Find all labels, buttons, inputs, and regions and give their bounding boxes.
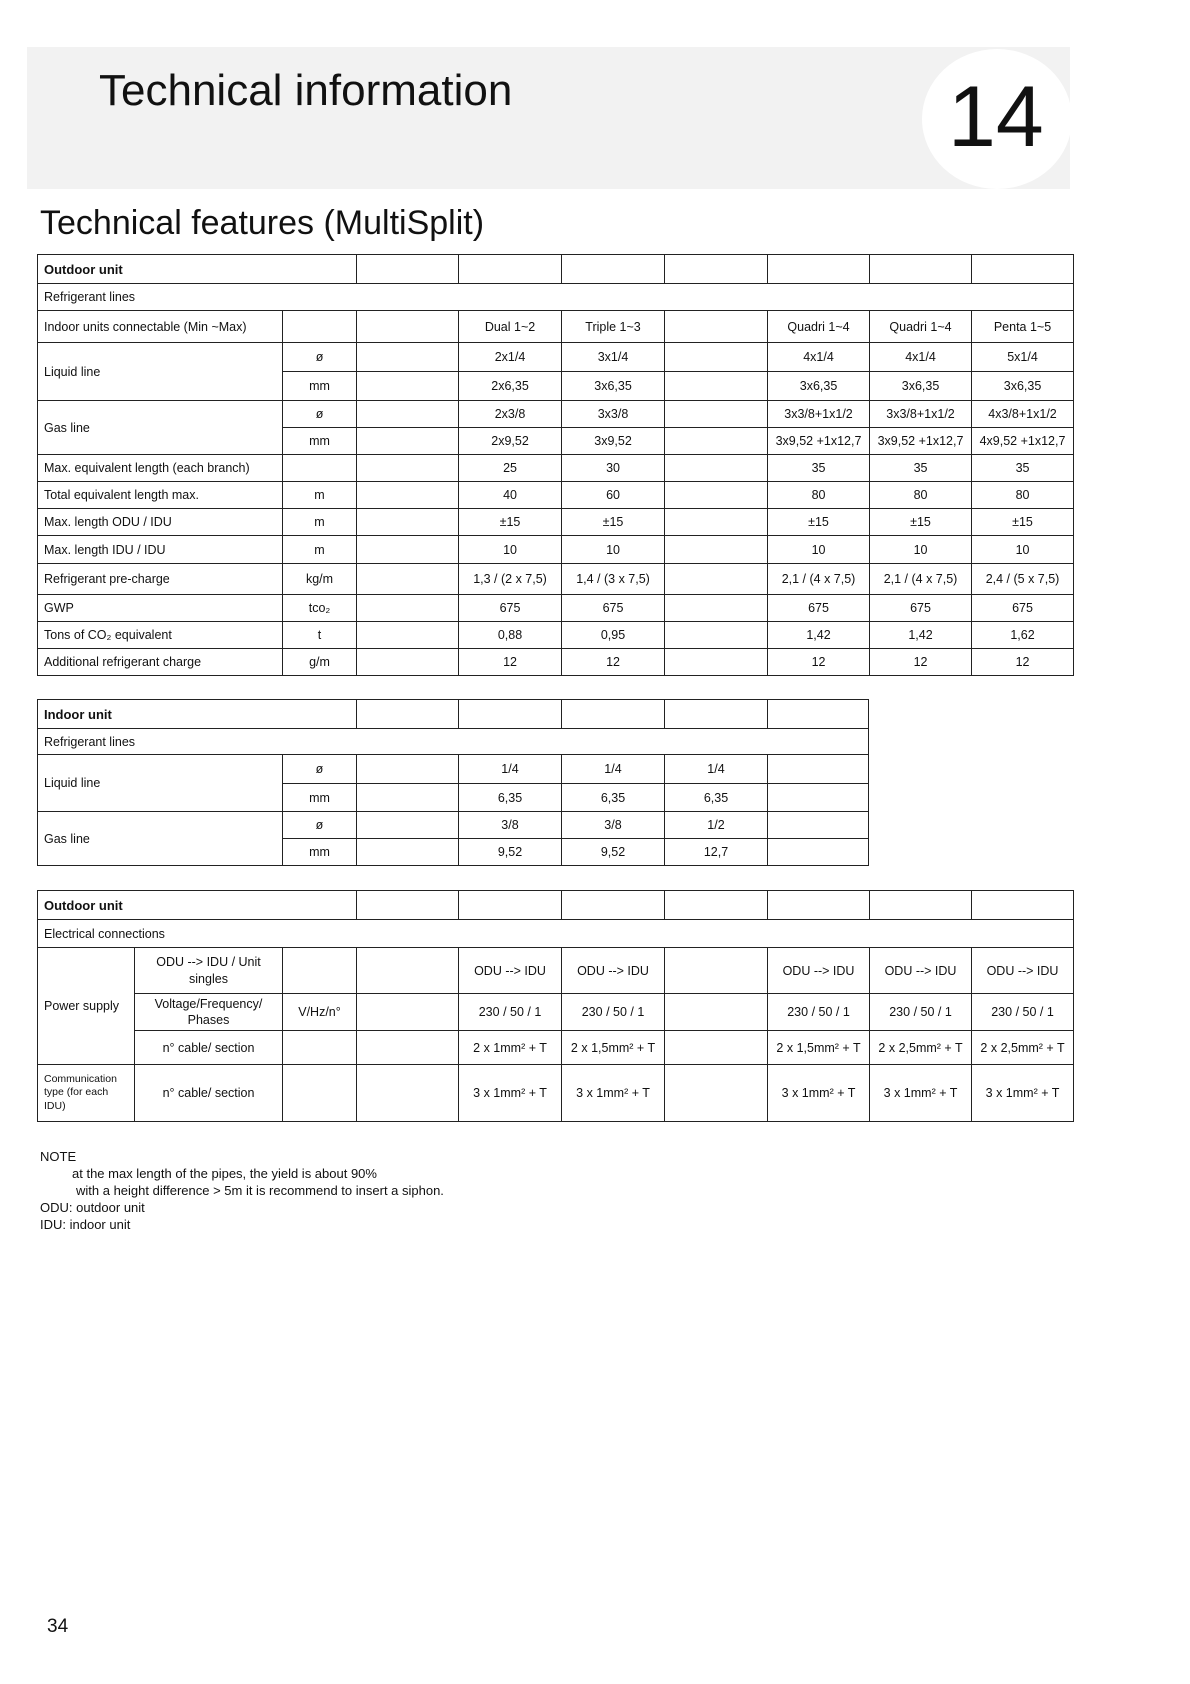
table-cell: 3 x 1mm² + T (768, 1065, 870, 1122)
table-cell: 10 (870, 536, 972, 564)
table-cell: 3x1/4 (562, 343, 665, 372)
table-cell: 2,1 / (4 x 7,5) (768, 564, 870, 595)
table-row (38, 509, 1074, 536)
table-cell: 6,35 (562, 784, 665, 812)
table-cell (665, 509, 768, 536)
table-cell: ±15 (768, 509, 870, 536)
table-cell: 1/4 (562, 755, 665, 784)
table-row (38, 1065, 1074, 1122)
row-label: Indoor units connectable (Min ~Max) (38, 311, 283, 343)
notes-block (40, 1148, 444, 1233)
unit-cell: tco₂ (283, 595, 357, 622)
unit-cell: m (283, 482, 357, 509)
table-cell (665, 343, 768, 372)
table-cell: 1/4 (665, 755, 768, 784)
table-cell: 40 (459, 482, 562, 509)
note-line: with a height difference > 5m it is recommend to insert a siphon. (76, 1183, 444, 1198)
table-heading: Outdoor unit (38, 891, 357, 920)
unit-cell: ø (283, 343, 357, 372)
table-row (38, 948, 1074, 994)
table-row (38, 622, 1074, 649)
table-cell: 10 (459, 536, 562, 564)
table-cell: 6,35 (459, 784, 562, 812)
table-cell: 1,62 (972, 622, 1074, 649)
table-cell: 10 (562, 536, 665, 564)
table-cell (665, 1031, 768, 1065)
table-subheading: Refrigerant lines (38, 284, 1074, 311)
table-cell (768, 784, 869, 812)
table-cell: 4x1/4 (870, 343, 972, 372)
table-cell: 3/8 (459, 812, 562, 839)
table-cell (665, 455, 768, 482)
table-cell (768, 812, 869, 839)
table-cell: ODU --> IDU (870, 948, 972, 994)
table-cell: 25 (459, 455, 562, 482)
table-cell: 4x3/8+1x1/2 (972, 401, 1074, 428)
unit-cell: m (283, 536, 357, 564)
communication-label: Communication (44, 1072, 117, 1085)
table-cell: 230 / 50 / 1 (459, 994, 562, 1031)
table-cell: 675 (768, 595, 870, 622)
table-cell: 3x6,35 (870, 372, 972, 401)
table-cell: 3x6,35 (562, 372, 665, 401)
table-heading: Outdoor unit (38, 255, 357, 284)
row-label: Liquid line (38, 343, 283, 401)
table-cell: 1,42 (870, 622, 972, 649)
table-cell: ODU --> IDU (768, 948, 870, 994)
unit-cell: mm (283, 784, 357, 812)
row-label: Refrigerant pre-charge (38, 564, 283, 595)
table-heading: Indoor unit (38, 700, 357, 729)
table-row (38, 729, 869, 755)
unit-cell: ø (283, 401, 357, 428)
table-cell: 3x9,52 +1x12,7 (870, 428, 972, 455)
row-label: GWP (38, 595, 283, 622)
table-cell: 675 (870, 595, 972, 622)
table-cell: 230 / 50 / 1 (972, 994, 1074, 1031)
table-cell: 4x1/4 (768, 343, 870, 372)
table-subheading: Electrical connections (38, 920, 1074, 948)
table-cell: ±15 (972, 509, 1074, 536)
unit-cell: g/m (283, 649, 357, 676)
table-cell: 3 x 1mm² + T (562, 1065, 665, 1122)
table-cell (665, 622, 768, 649)
table-cell: 230 / 50 / 1 (768, 994, 870, 1031)
table-cell: ±15 (459, 509, 562, 536)
table-cell: 3x6,35 (768, 372, 870, 401)
table-cell: 10 (768, 536, 870, 564)
model-cell: Triple 1~3 (562, 311, 665, 343)
note-line: at the max length of the pipes, the yield is about 90% (72, 1166, 377, 1181)
section-title: Technical features (MultiSplit) (40, 204, 485, 242)
sub-label: n° cable/ section (135, 1031, 283, 1065)
table-cell (665, 994, 768, 1031)
outdoor-unit-refrigerant-table (37, 254, 1074, 676)
table-cell: 2,1 / (4 x 7,5) (870, 564, 972, 595)
table-cell: 35 (768, 455, 870, 482)
table-cell: 12 (459, 649, 562, 676)
table-row (38, 284, 1074, 311)
table-cell: 80 (870, 482, 972, 509)
model-cell: Quadri 1~4 (870, 311, 972, 343)
table-cell: 5x1/4 (972, 343, 1074, 372)
sub-label: Voltage/Frequency/ Phases (135, 994, 283, 1031)
table-cell: 3x6,35 (972, 372, 1074, 401)
chapter-number: 14 (948, 69, 1044, 165)
table-cell: 30 (562, 455, 665, 482)
table-cell: 2x3/8 (459, 401, 562, 428)
table-row (38, 482, 1074, 509)
table-cell (665, 649, 768, 676)
model-cell (665, 311, 768, 343)
table-row (38, 564, 1074, 595)
table-cell: 3x3/8 (562, 401, 665, 428)
model-cell: Penta 1~5 (972, 311, 1074, 343)
note-line: ODU: outdoor unit (40, 1200, 145, 1215)
table-cell: 3 x 1mm² + T (459, 1065, 562, 1122)
table-cell (665, 401, 768, 428)
table-cell (768, 755, 869, 784)
table-cell: 35 (870, 455, 972, 482)
table-cell: 3x3/8+1x1/2 (870, 401, 972, 428)
row-label: Gas line (38, 812, 283, 866)
table-cell: ±15 (870, 509, 972, 536)
table-row (38, 920, 1074, 948)
table-cell: 4x9,52 +1x12,7 (972, 428, 1074, 455)
table-row (38, 812, 869, 839)
table-cell: 9,52 (459, 839, 562, 866)
table-cell (665, 372, 768, 401)
table-cell: 3 x 1mm² + T (972, 1065, 1074, 1122)
table-cell: 35 (972, 455, 1074, 482)
unit-cell: mm (283, 428, 357, 455)
table-cell: 1,42 (768, 622, 870, 649)
note-line: IDU: indoor unit (40, 1217, 131, 1232)
table-row (38, 311, 1074, 343)
row-label (38, 1065, 135, 1122)
table-cell: 3x9,52 +1x12,7 (768, 428, 870, 455)
row-label: Additional refrigerant charge (38, 649, 283, 676)
row-label: Liquid line (38, 755, 283, 812)
table-cell: 230 / 50 / 1 (562, 994, 665, 1031)
table-cell: 2 x 2,5mm² + T (870, 1031, 972, 1065)
model-cell: Dual 1~2 (459, 311, 562, 343)
unit-cell: kg/m (283, 564, 357, 595)
unit-cell: mm (283, 372, 357, 401)
table-row (38, 401, 1074, 428)
table-cell: 3 x 1mm² + T (870, 1065, 972, 1122)
table-row (38, 455, 1074, 482)
table-cell: ODU --> IDU (459, 948, 562, 994)
table-row (38, 1031, 1074, 1065)
unit-cell: ø (283, 812, 357, 839)
table-row (38, 343, 1074, 372)
page-number: 34 (47, 1616, 69, 1637)
table-cell: 60 (562, 482, 665, 509)
table-cell (665, 948, 768, 994)
table-cell: 0,88 (459, 622, 562, 649)
table-cell: 2x9,52 (459, 428, 562, 455)
table-row (38, 595, 1074, 622)
table-cell: 12 (870, 649, 972, 676)
table-cell: 675 (562, 595, 665, 622)
table-cell: 675 (972, 595, 1074, 622)
unit-cell: t (283, 622, 357, 649)
row-label: Max. equivalent length (each branch) (38, 455, 283, 482)
table-header-row (38, 891, 1074, 920)
table-cell (768, 839, 869, 866)
row-label: Gas line (38, 401, 283, 455)
row-label: Max. length ODU / IDU (38, 509, 283, 536)
table-cell: ODU --> IDU (562, 948, 665, 994)
table-cell: 1,3 / (2 x 7,5) (459, 564, 562, 595)
unit-cell: ø (283, 755, 357, 784)
table-row (38, 536, 1074, 564)
table-cell: 2 x 2,5mm² + T (972, 1031, 1074, 1065)
table-cell: 2,4 / (5 x 7,5) (972, 564, 1074, 595)
table-cell: 10 (972, 536, 1074, 564)
table-cell: 12 (562, 649, 665, 676)
table-header-row (38, 255, 1074, 284)
table-cell: 2 x 1,5mm² + T (562, 1031, 665, 1065)
unit-cell: mm (283, 839, 357, 866)
table-cell: ±15 (562, 509, 665, 536)
table-cell: 3/8 (562, 812, 665, 839)
table-cell: 3x3/8+1x1/2 (768, 401, 870, 428)
row-label: Total equivalent length max. (38, 482, 283, 509)
table-cell: 2x1/4 (459, 343, 562, 372)
table-cell: 3x9,52 (562, 428, 665, 455)
table-cell: 80 (768, 482, 870, 509)
sub-label: ODU --> IDU / Unit singles (135, 948, 283, 994)
row-label: Power supply (38, 948, 135, 1065)
table-cell: 2 x 1,5mm² + T (768, 1031, 870, 1065)
table-cell: 1/4 (459, 755, 562, 784)
table-cell: 1,4 / (3 x 7,5) (562, 564, 665, 595)
notes-heading: NOTE (40, 1149, 77, 1164)
row-label: Max. length IDU / IDU (38, 536, 283, 564)
table-header-row (38, 700, 869, 729)
unit-cell (283, 1031, 357, 1065)
table-cell: 12 (972, 649, 1074, 676)
table-cell (665, 595, 768, 622)
table-cell (665, 428, 768, 455)
outdoor-unit-electrical-table (37, 890, 1074, 1122)
table-row (38, 755, 869, 784)
indoor-unit-refrigerant-table (37, 699, 869, 866)
unit-cell (283, 455, 357, 482)
model-cell: Quadri 1~4 (768, 311, 870, 343)
unit-cell (283, 948, 357, 994)
table-cell: 230 / 50 / 1 (870, 994, 972, 1031)
row-label: Tons of CO₂ equivalent (38, 622, 283, 649)
table-cell: 6,35 (665, 784, 768, 812)
table-cell: 12 (768, 649, 870, 676)
table-cell: 2x6,35 (459, 372, 562, 401)
table-row (38, 994, 1074, 1031)
table-cell: 675 (459, 595, 562, 622)
table-cell (665, 482, 768, 509)
table-cell (665, 1065, 768, 1122)
table-cell: 9,52 (562, 839, 665, 866)
table-cell (665, 536, 768, 564)
sub-label: n° cable/ section (135, 1065, 283, 1122)
table-row (38, 649, 1074, 676)
page-title: Technical information (99, 66, 513, 115)
table-cell: 1/2 (665, 812, 768, 839)
table-subheading: Refrigerant lines (38, 729, 869, 755)
communication-sublabel: type (for each IDU) (44, 1086, 109, 1112)
unit-cell (283, 1065, 357, 1122)
table-cell (665, 564, 768, 595)
unit-cell: V/Hz/n° (283, 994, 357, 1031)
table-cell: ODU --> IDU (972, 948, 1074, 994)
table-cell: 12,7 (665, 839, 768, 866)
table-cell: 80 (972, 482, 1074, 509)
table-cell: 0,95 (562, 622, 665, 649)
table-cell: 2 x 1mm² + T (459, 1031, 562, 1065)
unit-cell: m (283, 509, 357, 536)
